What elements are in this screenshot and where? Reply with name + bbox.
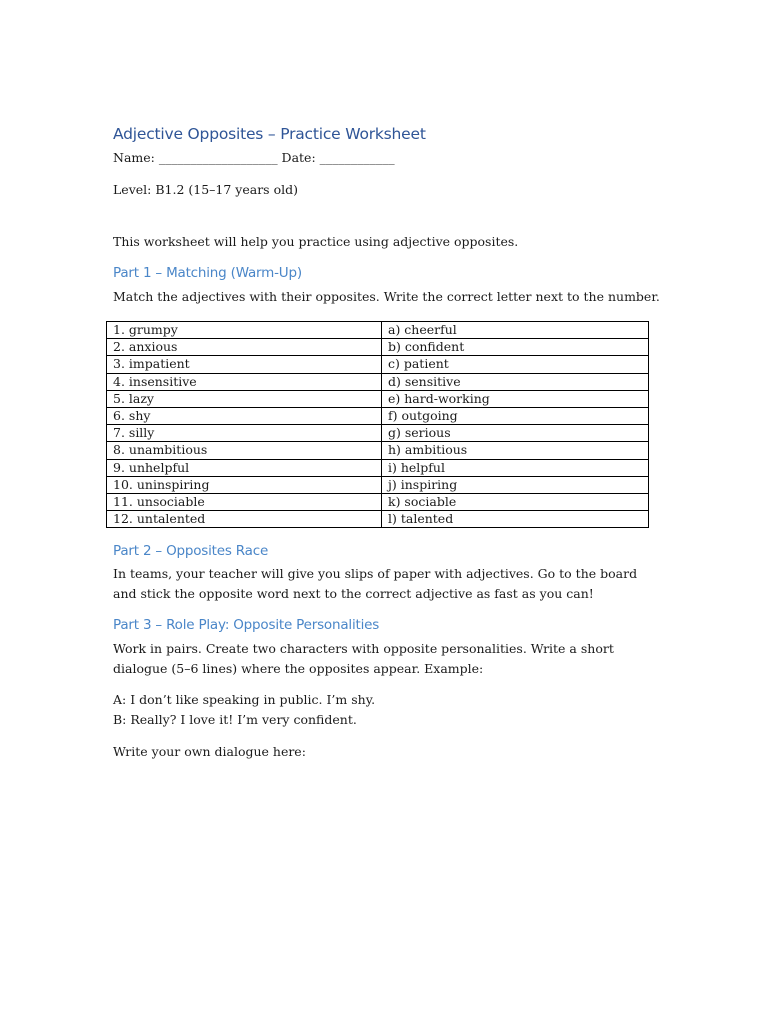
table-row <box>107 511 649 528</box>
opposite-cell: h) ambitious <box>382 442 649 459</box>
table-row <box>107 459 649 476</box>
opposite-cell: a) cheerful <box>382 322 649 339</box>
table-row <box>107 373 649 390</box>
part3-heading: Part 3 – Role Play: Opposite Personalities <box>113 617 380 633</box>
part1-heading: Part 1 – Matching (Warm-Up) <box>113 265 302 281</box>
adjective-cell: 1. grumpy <box>107 322 382 339</box>
table-row <box>107 425 649 442</box>
table-row <box>107 322 649 339</box>
opposite-cell: c) patient <box>382 356 649 373</box>
adjective-cell: 4. insensitive <box>107 373 382 390</box>
adjective-cell: 8. unambitious <box>107 442 382 459</box>
worksheet-title: Adjective Opposites – Practice Worksheet <box>113 125 426 143</box>
adjective-cell: 10. uninspiring <box>107 476 382 493</box>
table-row <box>107 407 649 424</box>
adjective-cell: 7. silly <box>107 425 382 442</box>
part2-heading: Part 2 – Opposites Race <box>113 543 269 559</box>
dialogue-prompt: Write your own dialogue here: <box>113 744 306 759</box>
opposite-cell: e) hard-working <box>382 390 649 407</box>
opposite-cell: f) outgoing <box>382 407 649 424</box>
opposite-cell: i) helpful <box>382 459 649 476</box>
example-line-b: B: Really? I love it! I’m very confident. <box>113 712 357 727</box>
level-line: Level: B1.2 (15–17 years old) <box>113 182 298 197</box>
table-row <box>107 339 649 356</box>
part2-text: In teams, your teacher will give you slips of paper with adjectives. Go to the board and stick the opposite word next to the correct adjective as fast as you can! <box>113 566 638 601</box>
intro-text: This worksheet will help you practice using adjective opposites. <box>113 234 519 249</box>
opposite-cell: g) serious <box>382 425 649 442</box>
adjective-cell: 9. unhelpful <box>107 459 382 476</box>
adjective-cell: 3. impatient <box>107 356 382 373</box>
opposite-cell: k) sociable <box>382 493 649 510</box>
adjective-cell: 2. anxious <box>107 339 382 356</box>
part3-text: Work in pairs. Create two characters with opposite personalities. Write a short dialogue (5–6 lines) where the opposites appear. Example: <box>113 641 614 676</box>
adjective-cell: 12. untalented <box>107 511 382 528</box>
table-row <box>107 356 649 373</box>
name-date-line: Name: ___________________ Date: ____________ <box>113 150 395 165</box>
opposite-cell: b) confident <box>382 339 649 356</box>
opposite-cell: l) talented <box>382 511 649 528</box>
example-line-a: A: I don’t like speaking in public. I’m shy. <box>113 692 376 707</box>
table-row <box>107 476 649 493</box>
adjective-cell: 6. shy <box>107 407 382 424</box>
table-row <box>107 390 649 407</box>
table-row <box>107 442 649 459</box>
adjective-cell: 11. unsociable <box>107 493 382 510</box>
matching-table <box>106 321 649 528</box>
table-row <box>107 493 649 510</box>
part1-instructions: Match the adjectives with their opposites. Write the correct letter next to the number. <box>113 289 660 304</box>
adjective-cell: 5. lazy <box>107 390 382 407</box>
opposite-cell: d) sensitive <box>382 373 649 390</box>
opposite-cell: j) inspiring <box>382 476 649 493</box>
